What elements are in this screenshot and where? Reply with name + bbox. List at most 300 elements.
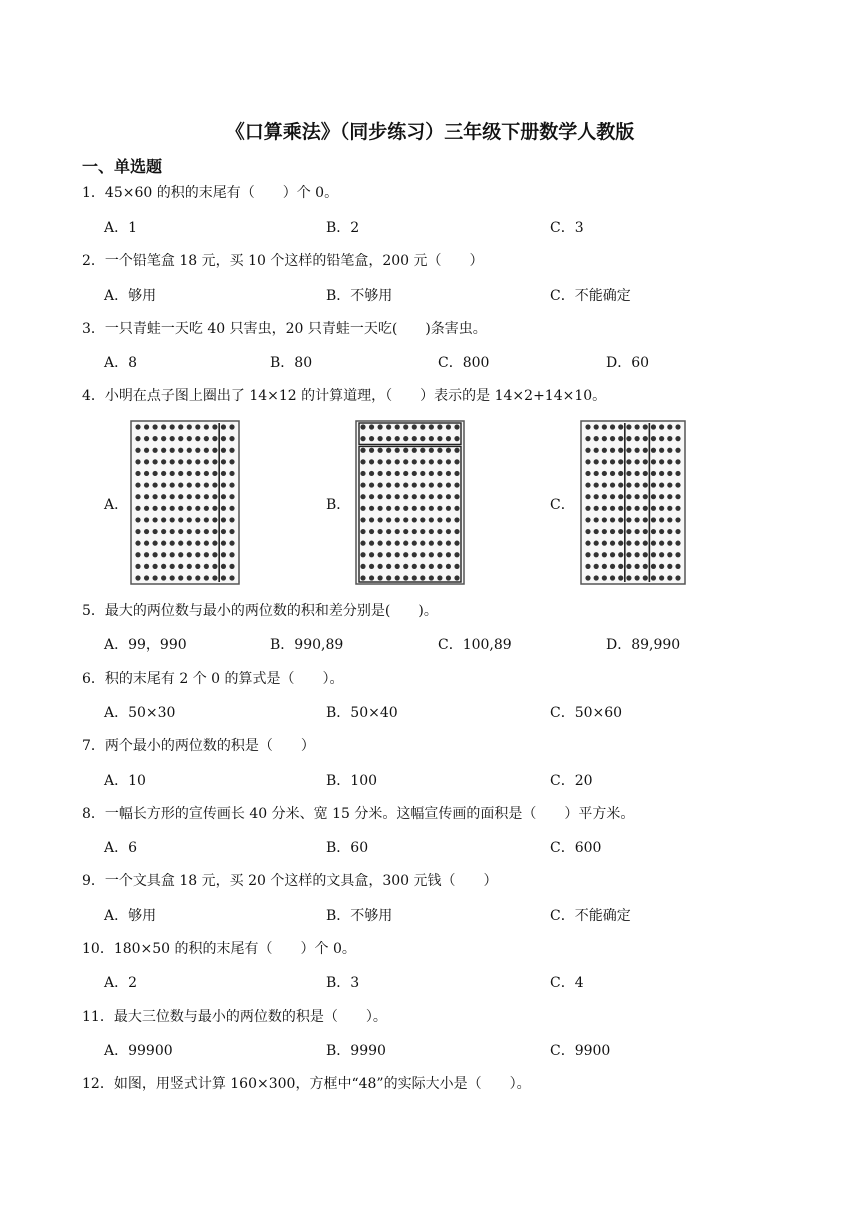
dot bbox=[229, 552, 234, 557]
dot bbox=[221, 448, 226, 453]
dot bbox=[144, 517, 149, 522]
dot bbox=[403, 448, 408, 453]
dot bbox=[420, 506, 425, 511]
dot bbox=[170, 541, 175, 546]
dot bbox=[610, 448, 615, 453]
dot bbox=[610, 424, 615, 429]
dot bbox=[221, 552, 226, 557]
dot bbox=[454, 506, 459, 511]
dot bbox=[178, 471, 183, 476]
dot bbox=[229, 436, 234, 441]
dot bbox=[626, 575, 631, 580]
dot bbox=[454, 482, 459, 487]
dot bbox=[195, 541, 200, 546]
question-stem: 7．两个最小的两位数的积是（ ） bbox=[82, 738, 315, 754]
dot bbox=[135, 424, 140, 429]
dot bbox=[144, 459, 149, 464]
dot bbox=[377, 459, 382, 464]
dot bbox=[454, 564, 459, 569]
dot bbox=[667, 424, 672, 429]
dot bbox=[594, 529, 599, 534]
dot bbox=[412, 529, 417, 534]
dot bbox=[675, 552, 680, 557]
dot bbox=[360, 482, 365, 487]
dot bbox=[634, 448, 639, 453]
dot bbox=[229, 482, 234, 487]
option-a: A．8 bbox=[104, 355, 138, 371]
question-stem: 3．一只青蛙一天吃 40 只害虫，20 只青蛙一天吃( )条害虫。 bbox=[82, 321, 487, 337]
dot bbox=[412, 506, 417, 511]
dot bbox=[594, 459, 599, 464]
option-b: B．不够用 bbox=[326, 288, 393, 304]
dot bbox=[135, 529, 140, 534]
dot bbox=[187, 517, 192, 522]
dot bbox=[446, 564, 451, 569]
dot bbox=[651, 541, 656, 546]
dot bbox=[602, 471, 607, 476]
dot bbox=[212, 541, 217, 546]
dot bbox=[659, 564, 664, 569]
dot bbox=[594, 494, 599, 499]
dot bbox=[187, 541, 192, 546]
dot bbox=[144, 436, 149, 441]
dot bbox=[454, 448, 459, 453]
dot bbox=[626, 564, 631, 569]
dot bbox=[229, 448, 234, 453]
dot bbox=[369, 459, 374, 464]
dot bbox=[204, 494, 209, 499]
dot bbox=[170, 482, 175, 487]
dot bbox=[412, 517, 417, 522]
dot bbox=[643, 482, 648, 487]
dot bbox=[221, 575, 226, 580]
dot bbox=[187, 436, 192, 441]
dot bbox=[437, 564, 442, 569]
dot bbox=[634, 552, 639, 557]
option-b: B．不够用 bbox=[326, 908, 393, 924]
dot bbox=[618, 459, 623, 464]
dot bbox=[585, 541, 590, 546]
dot bbox=[429, 517, 434, 522]
dot bbox=[360, 564, 365, 569]
dot bbox=[229, 529, 234, 534]
dot bbox=[377, 436, 382, 441]
dot bbox=[403, 564, 408, 569]
dot bbox=[187, 575, 192, 580]
dot bbox=[667, 459, 672, 464]
dot bbox=[420, 541, 425, 546]
dot bbox=[360, 541, 365, 546]
dot bbox=[187, 552, 192, 557]
dot bbox=[161, 541, 166, 546]
dot bbox=[610, 494, 615, 499]
dot bbox=[360, 552, 365, 557]
dot bbox=[412, 541, 417, 546]
dot bbox=[204, 552, 209, 557]
dot bbox=[446, 529, 451, 534]
dot bbox=[170, 517, 175, 522]
dot bbox=[360, 459, 365, 464]
option-b: B．9990 bbox=[326, 1043, 386, 1059]
dot bbox=[403, 552, 408, 557]
dot bbox=[187, 424, 192, 429]
dot bbox=[212, 459, 217, 464]
dot bbox=[403, 529, 408, 534]
dot bbox=[618, 575, 623, 580]
dot bbox=[429, 424, 434, 429]
dot bbox=[170, 529, 175, 534]
dot bbox=[610, 459, 615, 464]
dot bbox=[420, 494, 425, 499]
option-b: B．2 bbox=[326, 220, 360, 236]
dot bbox=[618, 541, 623, 546]
dot bbox=[437, 436, 442, 441]
dot bbox=[395, 517, 400, 522]
dot bbox=[195, 459, 200, 464]
dot bbox=[602, 506, 607, 511]
dot bbox=[602, 448, 607, 453]
dot bbox=[170, 575, 175, 580]
dot bbox=[395, 552, 400, 557]
dot bbox=[195, 575, 200, 580]
dot bbox=[412, 471, 417, 476]
dot bbox=[403, 424, 408, 429]
option-d: D．89,990 bbox=[606, 637, 681, 653]
dot bbox=[594, 482, 599, 487]
dot bbox=[634, 529, 639, 534]
dot bbox=[377, 552, 382, 557]
dot bbox=[643, 494, 648, 499]
dot bbox=[229, 459, 234, 464]
dot bbox=[395, 575, 400, 580]
dot bbox=[446, 459, 451, 464]
dot bbox=[585, 494, 590, 499]
dot bbox=[178, 506, 183, 511]
dot bbox=[659, 448, 664, 453]
dot bbox=[420, 552, 425, 557]
dot bbox=[446, 424, 451, 429]
dot bbox=[594, 436, 599, 441]
dot bbox=[585, 517, 590, 522]
dot bbox=[626, 541, 631, 546]
dot bbox=[204, 541, 209, 546]
dot bbox=[178, 494, 183, 499]
dot bbox=[643, 575, 648, 580]
dot bbox=[212, 482, 217, 487]
dot-diagram-b bbox=[355, 420, 465, 585]
dot bbox=[161, 424, 166, 429]
dot bbox=[395, 448, 400, 453]
dot bbox=[651, 424, 656, 429]
dot bbox=[403, 575, 408, 580]
dot bbox=[395, 529, 400, 534]
dot bbox=[420, 575, 425, 580]
dot bbox=[386, 506, 391, 511]
dot bbox=[161, 471, 166, 476]
dot bbox=[659, 517, 664, 522]
dot bbox=[420, 517, 425, 522]
dot bbox=[152, 506, 157, 511]
dot bbox=[634, 564, 639, 569]
dot bbox=[229, 575, 234, 580]
dot bbox=[634, 541, 639, 546]
dot bbox=[454, 541, 459, 546]
dot bbox=[659, 575, 664, 580]
dot bbox=[602, 424, 607, 429]
dot bbox=[403, 471, 408, 476]
dot bbox=[144, 448, 149, 453]
dot bbox=[377, 529, 382, 534]
dot bbox=[412, 448, 417, 453]
dot bbox=[212, 564, 217, 569]
question-stem: 4．小明在点子图上圈出了 14×12 的计算道理，（ ）表示的是 14×2+14×10。 bbox=[82, 388, 607, 404]
dot-diagram-c bbox=[580, 420, 686, 585]
dot bbox=[446, 436, 451, 441]
option-b: B．50×40 bbox=[326, 705, 398, 721]
dot bbox=[667, 529, 672, 534]
dot bbox=[610, 529, 615, 534]
dot bbox=[429, 564, 434, 569]
dot bbox=[626, 436, 631, 441]
option-c: C．不能确定 bbox=[550, 908, 631, 924]
dot bbox=[651, 529, 656, 534]
dot bbox=[369, 564, 374, 569]
question-stem: 6．积的末尾有 2 个 0 的算式是（ ）。 bbox=[82, 671, 344, 687]
dot bbox=[178, 529, 183, 534]
dot bbox=[161, 506, 166, 511]
dot bbox=[412, 575, 417, 580]
dot bbox=[594, 564, 599, 569]
dot bbox=[135, 506, 140, 511]
dot bbox=[386, 564, 391, 569]
dot bbox=[229, 541, 234, 546]
dot bbox=[437, 459, 442, 464]
option-c: C．600 bbox=[550, 840, 602, 856]
dot bbox=[144, 471, 149, 476]
dot bbox=[229, 564, 234, 569]
option-b: B．80 bbox=[270, 355, 313, 371]
dot bbox=[634, 459, 639, 464]
dot bbox=[446, 541, 451, 546]
dot bbox=[187, 471, 192, 476]
dot bbox=[594, 541, 599, 546]
dot bbox=[204, 506, 209, 511]
dot bbox=[395, 541, 400, 546]
dot bbox=[585, 436, 590, 441]
dot bbox=[395, 471, 400, 476]
dot bbox=[212, 424, 217, 429]
dot bbox=[360, 448, 365, 453]
dot bbox=[437, 424, 442, 429]
dot bbox=[412, 459, 417, 464]
dot bbox=[618, 517, 623, 522]
dot bbox=[634, 471, 639, 476]
dot bbox=[429, 529, 434, 534]
dot bbox=[187, 529, 192, 534]
dot bbox=[204, 517, 209, 522]
dot bbox=[386, 575, 391, 580]
question-stem: 2．一个铅笔盒 18 元，买 10 个这样的铅笔盒，200 元（ ） bbox=[82, 253, 484, 269]
dot bbox=[585, 482, 590, 487]
dot bbox=[152, 541, 157, 546]
dot bbox=[369, 506, 374, 511]
dot bbox=[170, 494, 175, 499]
dot bbox=[152, 459, 157, 464]
dot bbox=[602, 494, 607, 499]
dot bbox=[675, 459, 680, 464]
option-c: C． bbox=[550, 497, 575, 513]
dot bbox=[195, 506, 200, 511]
dot bbox=[386, 494, 391, 499]
dot bbox=[643, 436, 648, 441]
dot bbox=[667, 575, 672, 580]
dot bbox=[651, 482, 656, 487]
dot bbox=[377, 575, 382, 580]
dot bbox=[152, 564, 157, 569]
dot bbox=[403, 459, 408, 464]
dot bbox=[594, 552, 599, 557]
dot bbox=[204, 459, 209, 464]
dot bbox=[634, 436, 639, 441]
dot bbox=[135, 494, 140, 499]
dot bbox=[437, 541, 442, 546]
dot bbox=[634, 506, 639, 511]
dot bbox=[429, 448, 434, 453]
dot bbox=[585, 459, 590, 464]
dot bbox=[152, 517, 157, 522]
dot bbox=[170, 424, 175, 429]
dot bbox=[403, 541, 408, 546]
dot bbox=[212, 448, 217, 453]
dot bbox=[178, 575, 183, 580]
option-a: A．99，990 bbox=[104, 637, 187, 653]
dot bbox=[386, 552, 391, 557]
dot bbox=[412, 424, 417, 429]
dot bbox=[651, 552, 656, 557]
option-a: A． bbox=[104, 497, 129, 513]
option-a: A．99900 bbox=[104, 1043, 173, 1059]
dot bbox=[634, 517, 639, 522]
dot bbox=[634, 494, 639, 499]
dot bbox=[152, 552, 157, 557]
dot bbox=[675, 506, 680, 511]
dot bbox=[135, 575, 140, 580]
dot bbox=[229, 506, 234, 511]
dot bbox=[135, 459, 140, 464]
dot bbox=[369, 424, 374, 429]
dot bbox=[634, 575, 639, 580]
dot bbox=[618, 471, 623, 476]
dot bbox=[454, 529, 459, 534]
dot bbox=[667, 494, 672, 499]
dot bbox=[178, 448, 183, 453]
dot bbox=[651, 448, 656, 453]
dot bbox=[618, 424, 623, 429]
dot bbox=[585, 424, 590, 429]
option-c: C．50×60 bbox=[550, 705, 623, 721]
dot bbox=[135, 541, 140, 546]
dot bbox=[161, 448, 166, 453]
dot bbox=[446, 517, 451, 522]
dot bbox=[195, 424, 200, 429]
dot bbox=[403, 506, 408, 511]
dot bbox=[195, 564, 200, 569]
dot bbox=[229, 494, 234, 499]
dot bbox=[610, 552, 615, 557]
dot bbox=[135, 471, 140, 476]
option-c: C．3 bbox=[550, 220, 584, 236]
dot bbox=[429, 506, 434, 511]
dot bbox=[144, 575, 149, 580]
dot bbox=[170, 448, 175, 453]
dot bbox=[446, 482, 451, 487]
dot bbox=[610, 471, 615, 476]
dot bbox=[626, 482, 631, 487]
option-a: A．50×30 bbox=[104, 705, 176, 721]
dot bbox=[161, 529, 166, 534]
dot bbox=[618, 529, 623, 534]
page-title: 《口算乘法》（同步练习）三年级下册数学人教版 bbox=[225, 121, 635, 143]
dot bbox=[195, 552, 200, 557]
dot bbox=[221, 541, 226, 546]
dot bbox=[403, 517, 408, 522]
dot bbox=[187, 459, 192, 464]
dot bbox=[420, 482, 425, 487]
dot bbox=[602, 529, 607, 534]
dot bbox=[369, 482, 374, 487]
dot bbox=[618, 564, 623, 569]
dot bbox=[395, 506, 400, 511]
dot bbox=[135, 552, 140, 557]
dot bbox=[369, 494, 374, 499]
option-c: C．9900 bbox=[550, 1043, 611, 1059]
dot bbox=[170, 506, 175, 511]
dot bbox=[144, 506, 149, 511]
dot bbox=[135, 517, 140, 522]
dot bbox=[212, 517, 217, 522]
dot bbox=[651, 517, 656, 522]
dot bbox=[221, 482, 226, 487]
dot bbox=[675, 564, 680, 569]
dot bbox=[161, 436, 166, 441]
dot bbox=[187, 506, 192, 511]
dot bbox=[204, 564, 209, 569]
dot bbox=[667, 552, 672, 557]
option-c: C．100,89 bbox=[438, 637, 512, 653]
dot bbox=[395, 459, 400, 464]
dot bbox=[667, 471, 672, 476]
dot bbox=[420, 471, 425, 476]
dot bbox=[161, 494, 166, 499]
dot bbox=[412, 552, 417, 557]
dot bbox=[659, 471, 664, 476]
dot bbox=[204, 436, 209, 441]
dot bbox=[187, 448, 192, 453]
dot bbox=[618, 482, 623, 487]
dot bbox=[437, 575, 442, 580]
dot bbox=[446, 494, 451, 499]
dot bbox=[221, 529, 226, 534]
dot bbox=[437, 529, 442, 534]
dot bbox=[178, 564, 183, 569]
dot bbox=[454, 494, 459, 499]
option-a: A．6 bbox=[104, 840, 138, 856]
dot bbox=[212, 494, 217, 499]
question-stem: 8．一幅长方形的宣传画长 40 分米、宽 15 分米。这幅宣传画的面积是（ ）平方米。 bbox=[82, 806, 635, 822]
dot bbox=[360, 494, 365, 499]
dot bbox=[651, 471, 656, 476]
dot bbox=[386, 529, 391, 534]
